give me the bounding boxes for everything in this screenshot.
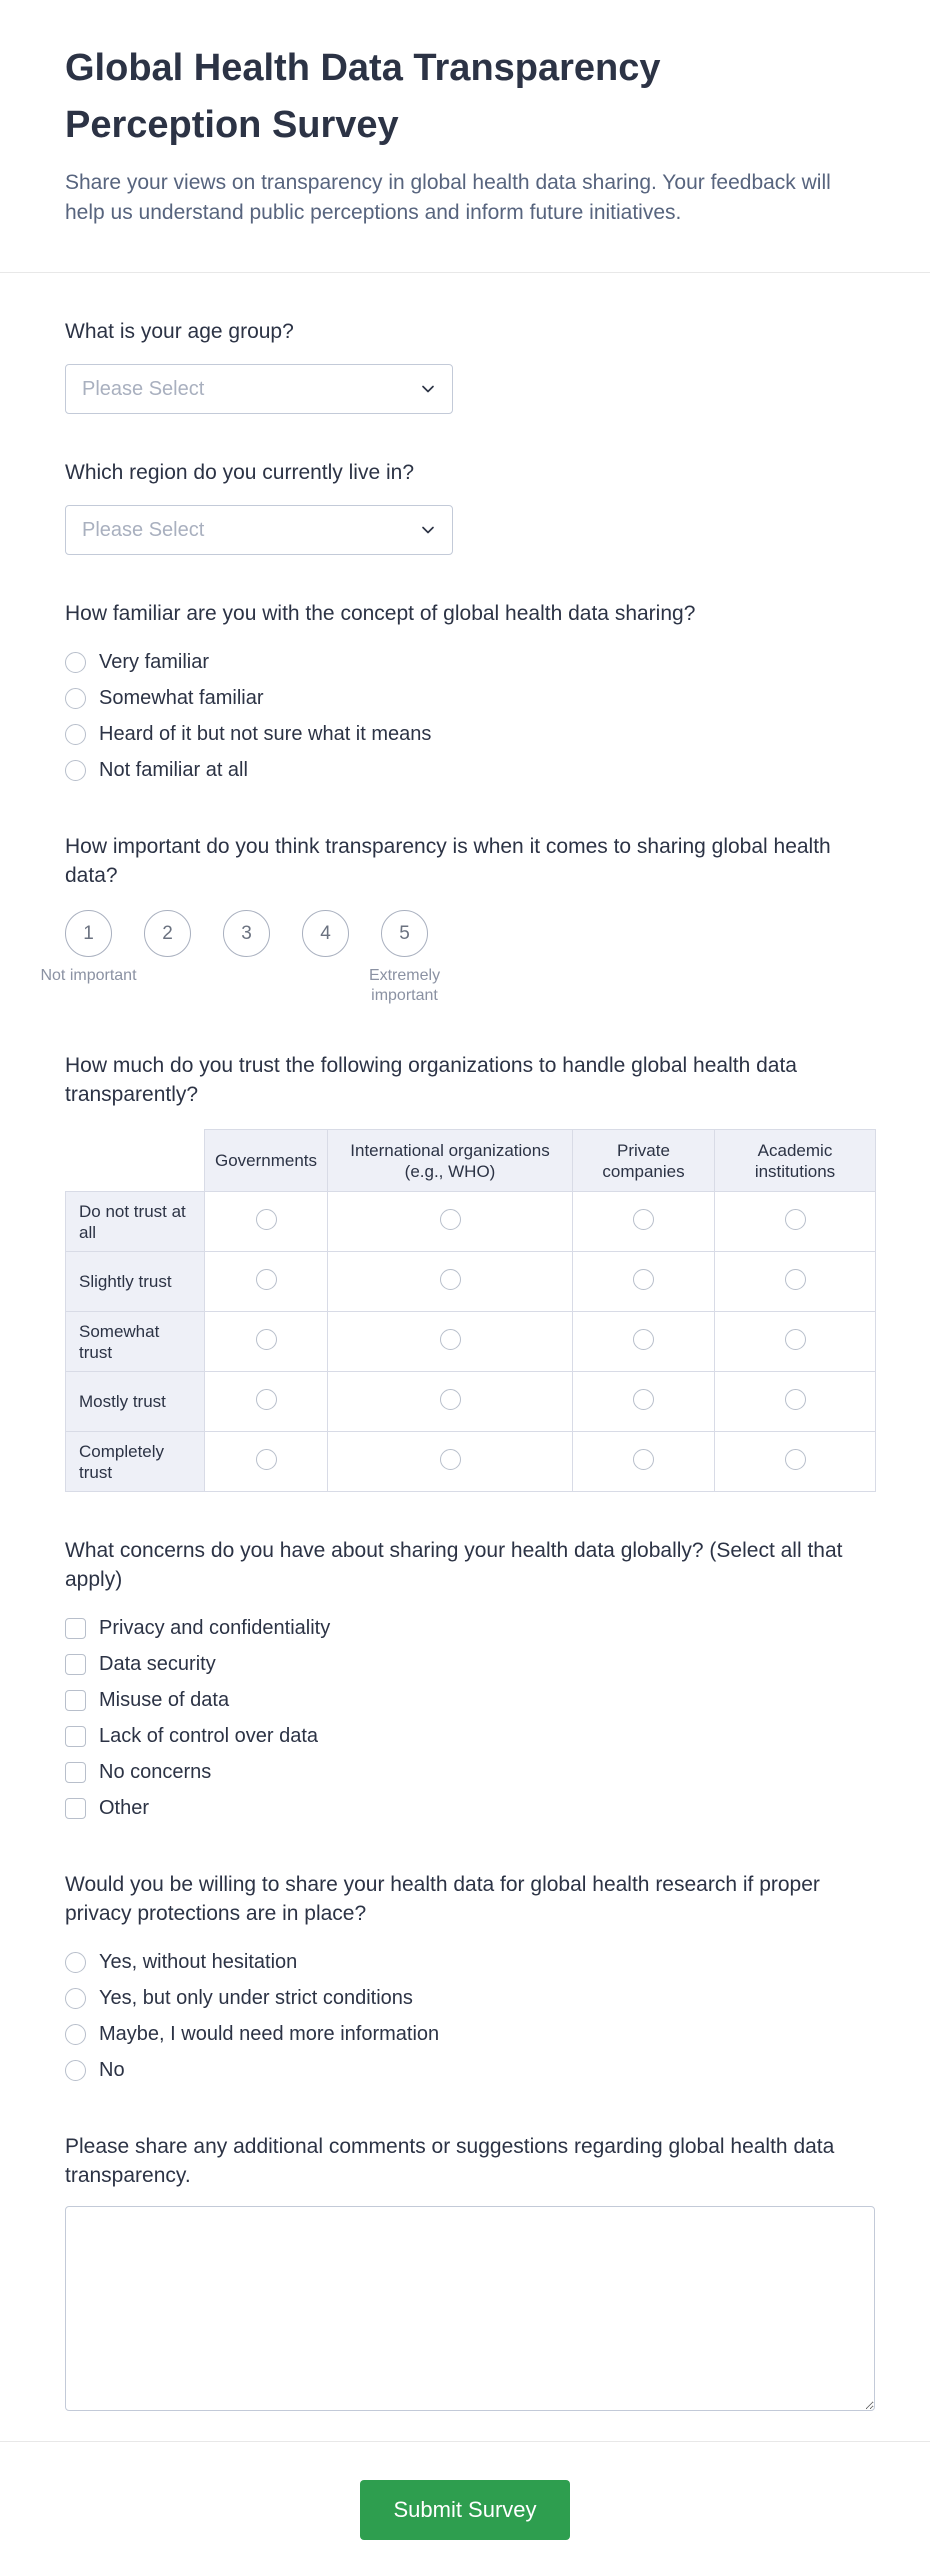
checkbox-option[interactable] — [65, 1790, 865, 1826]
chevron-down-icon — [418, 520, 438, 540]
importance-scale — [40, 910, 865, 1007]
checkbox-option[interactable] — [65, 1718, 865, 1754]
form-body — [0, 317, 930, 2411]
radio-button[interactable] — [440, 1329, 461, 1350]
radio-button[interactable] — [65, 1952, 86, 1973]
question-comments — [65, 2132, 865, 2411]
option-label: Yes, without hesitation — [99, 1951, 298, 1973]
matrix-corner-cell — [66, 1130, 205, 1192]
matrix-cell[interactable] — [328, 1192, 573, 1252]
question-trust-matrix — [65, 1051, 865, 1492]
option-label: Data security — [99, 1653, 216, 1675]
radio-option[interactable] — [65, 716, 865, 752]
question-label: How important do you think transparency is when it comes to sharing global health data? — [65, 835, 831, 887]
matrix-cell[interactable] — [205, 1372, 328, 1432]
trust-matrix — [65, 1129, 865, 1492]
radio-button[interactable] — [633, 1329, 654, 1350]
checkbox-option[interactable] — [65, 1754, 865, 1790]
radio-button[interactable] — [65, 2060, 86, 2081]
matrix-cell[interactable] — [205, 1252, 328, 1312]
form-header — [0, 0, 930, 272]
question-label: Would you be willing to share your health data for global health research if proper privacy protections are in place? — [65, 1873, 820, 1925]
radio-button[interactable] — [256, 1269, 277, 1290]
radio-button[interactable] — [440, 1449, 461, 1470]
radio-button[interactable] — [785, 1209, 806, 1230]
matrix-row — [66, 1432, 876, 1492]
trust-matrix-table — [65, 1129, 876, 1492]
matrix-header-row — [66, 1130, 876, 1192]
radio-button[interactable] — [785, 1449, 806, 1470]
matrix-cell[interactable] — [573, 1372, 715, 1432]
checkbox-option[interactable] — [65, 1610, 865, 1646]
option-label: Lack of control over data — [99, 1725, 319, 1747]
radio-group-willingness — [65, 1944, 865, 2088]
question-concerns — [65, 1536, 865, 1826]
checkbox[interactable] — [65, 1654, 86, 1675]
matrix-cell[interactable] — [715, 1312, 876, 1372]
option-label: Somewhat familiar — [99, 687, 264, 709]
matrix-row-header: Mostly trust — [66, 1372, 205, 1432]
radio-option[interactable] — [65, 1944, 865, 1980]
question-label: What concerns do you have about sharing your health data globally? (Select all that apply) — [65, 1539, 843, 1591]
submit-button[interactable]: Submit Survey — [360, 2480, 569, 2540]
checkbox[interactable] — [65, 1618, 86, 1639]
matrix-row-header: Do not trust at all — [66, 1192, 205, 1252]
radio-option[interactable] — [65, 2016, 865, 2052]
matrix-column-header: International organizations (e.g., WHO) — [328, 1130, 573, 1192]
matrix-column-header: Private companies — [573, 1130, 715, 1192]
chevron-down-icon — [418, 379, 438, 399]
select-placeholder: Please Select — [82, 518, 205, 541]
option-label: Privacy and confidentiality — [99, 1617, 331, 1639]
matrix-column-header: Governments — [205, 1130, 328, 1192]
radio-button[interactable] — [65, 724, 86, 745]
matrix-cell[interactable] — [573, 1312, 715, 1372]
select-placeholder: Please Select — [82, 377, 205, 400]
radio-button[interactable] — [440, 1389, 461, 1410]
form-title: Global Health Data Transparency Perception Survey — [65, 47, 661, 146]
matrix-cell[interactable] — [715, 1252, 876, 1312]
radio-button[interactable] — [440, 1269, 461, 1290]
checkbox[interactable] — [65, 1690, 86, 1711]
checkbox[interactable] — [65, 1726, 86, 1747]
radio-button[interactable] — [256, 1329, 277, 1350]
question-label: What is your age group? — [65, 320, 294, 343]
header-divider — [0, 272, 930, 273]
matrix-cell[interactable] — [573, 1432, 715, 1492]
option-label: Not familiar at all — [99, 759, 248, 781]
option-label: No concerns — [99, 1761, 212, 1783]
question-familiarity — [65, 599, 865, 788]
option-label: No — [99, 2059, 125, 2081]
scale-max-label: Extremely important — [368, 967, 441, 1004]
radio-button[interactable] — [785, 1329, 806, 1350]
radio-button[interactable] — [256, 1389, 277, 1410]
radio-group-familiarity — [65, 644, 865, 788]
scale-item-2 — [144, 910, 191, 957]
matrix-cell[interactable] — [573, 1252, 715, 1312]
radio-option[interactable] — [65, 680, 865, 716]
matrix-row-header: Completely trust — [66, 1432, 205, 1492]
scale-item-4 — [302, 910, 349, 957]
form-subtitle: Share your views on transparency in global health data sharing. Your feedback will help us understand public perceptions and inform future initiatives. — [65, 171, 831, 224]
scale-circle-1[interactable]: 1 — [65, 910, 112, 957]
option-label: Maybe, I would need more information — [99, 2023, 440, 2045]
option-label: Other — [99, 1797, 150, 1819]
matrix-cell[interactable] — [328, 1312, 573, 1372]
option-label: Heard of it but not sure what it means — [99, 723, 432, 745]
radio-button[interactable] — [65, 688, 86, 709]
matrix-cell[interactable] — [328, 1252, 573, 1312]
radio-button[interactable] — [785, 1269, 806, 1290]
scale-circle-3[interactable]: 3 — [223, 910, 270, 957]
matrix-row — [66, 1252, 876, 1312]
question-importance — [40, 832, 865, 1007]
age-select[interactable] — [65, 364, 453, 414]
radio-button[interactable] — [65, 1988, 86, 2009]
scale-item-3 — [223, 910, 270, 957]
checkbox-group-concerns — [65, 1610, 865, 1826]
matrix-row-header: Somewhat trust — [66, 1312, 205, 1372]
option-label: Very familiar — [99, 651, 210, 673]
question-label: Which region do you currently live in? — [65, 461, 415, 484]
matrix-column-header: Academic institutions — [715, 1130, 876, 1192]
option-label: Misuse of data — [99, 1689, 230, 1711]
option-label: Yes, but only under strict conditions — [99, 1987, 413, 2009]
matrix-row — [66, 1192, 876, 1252]
radio-button[interactable] — [256, 1449, 277, 1470]
checkbox-option[interactable] — [65, 1646, 865, 1682]
matrix-cell[interactable] — [715, 1372, 876, 1432]
matrix-cell[interactable] — [205, 1432, 328, 1492]
radio-button[interactable] — [633, 1269, 654, 1290]
matrix-row — [66, 1312, 876, 1372]
radio-option[interactable] — [65, 1980, 865, 2016]
radio-button[interactable] — [633, 1389, 654, 1410]
question-label: How familiar are you with the concept of global health data sharing? — [65, 602, 696, 625]
question-willingness — [65, 1870, 865, 2088]
question-label: How much do you trust the following organizations to handle global health data transparently? — [65, 1054, 797, 1106]
radio-button[interactable] — [65, 2024, 86, 2045]
matrix-cell[interactable] — [205, 1192, 328, 1252]
radio-option[interactable] — [65, 2052, 865, 2088]
scale-circle-2[interactable]: 2 — [144, 910, 191, 957]
matrix-cell[interactable] — [715, 1192, 876, 1252]
question-region — [65, 458, 865, 555]
matrix-cell[interactable] — [715, 1432, 876, 1492]
matrix-cell[interactable] — [328, 1372, 573, 1432]
matrix-row-header: Slightly trust — [66, 1252, 205, 1312]
radio-button[interactable] — [65, 652, 86, 673]
checkbox[interactable] — [65, 1798, 86, 1819]
radio-button[interactable] — [65, 760, 86, 781]
radio-button[interactable] — [633, 1449, 654, 1470]
radio-button[interactable] — [440, 1209, 461, 1230]
matrix-cell[interactable] — [328, 1432, 573, 1492]
scale-item-5 — [368, 910, 441, 1004]
question-age — [65, 317, 865, 414]
question-label: Please share any additional comments or suggestions regarding global health data transparency. — [65, 2135, 835, 2187]
comments-textarea[interactable] — [65, 2206, 875, 2411]
radio-button[interactable] — [633, 1209, 654, 1230]
checkbox-option[interactable] — [65, 1682, 865, 1718]
radio-button[interactable] — [785, 1389, 806, 1410]
scale-circle-5[interactable]: 5 — [381, 910, 428, 957]
submit-section — [0, 2441, 930, 2560]
matrix-cell[interactable] — [573, 1192, 715, 1252]
matrix-cell[interactable] — [205, 1312, 328, 1372]
radio-option[interactable] — [65, 752, 865, 788]
scale-min-label: Not important — [40, 967, 137, 984]
region-select[interactable] — [65, 505, 453, 555]
scale-item-1 — [40, 910, 137, 984]
radio-option[interactable] — [65, 644, 865, 680]
checkbox[interactable] — [65, 1762, 86, 1783]
matrix-row — [66, 1372, 876, 1432]
scale-circle-4[interactable]: 4 — [302, 910, 349, 957]
radio-button[interactable] — [256, 1209, 277, 1230]
